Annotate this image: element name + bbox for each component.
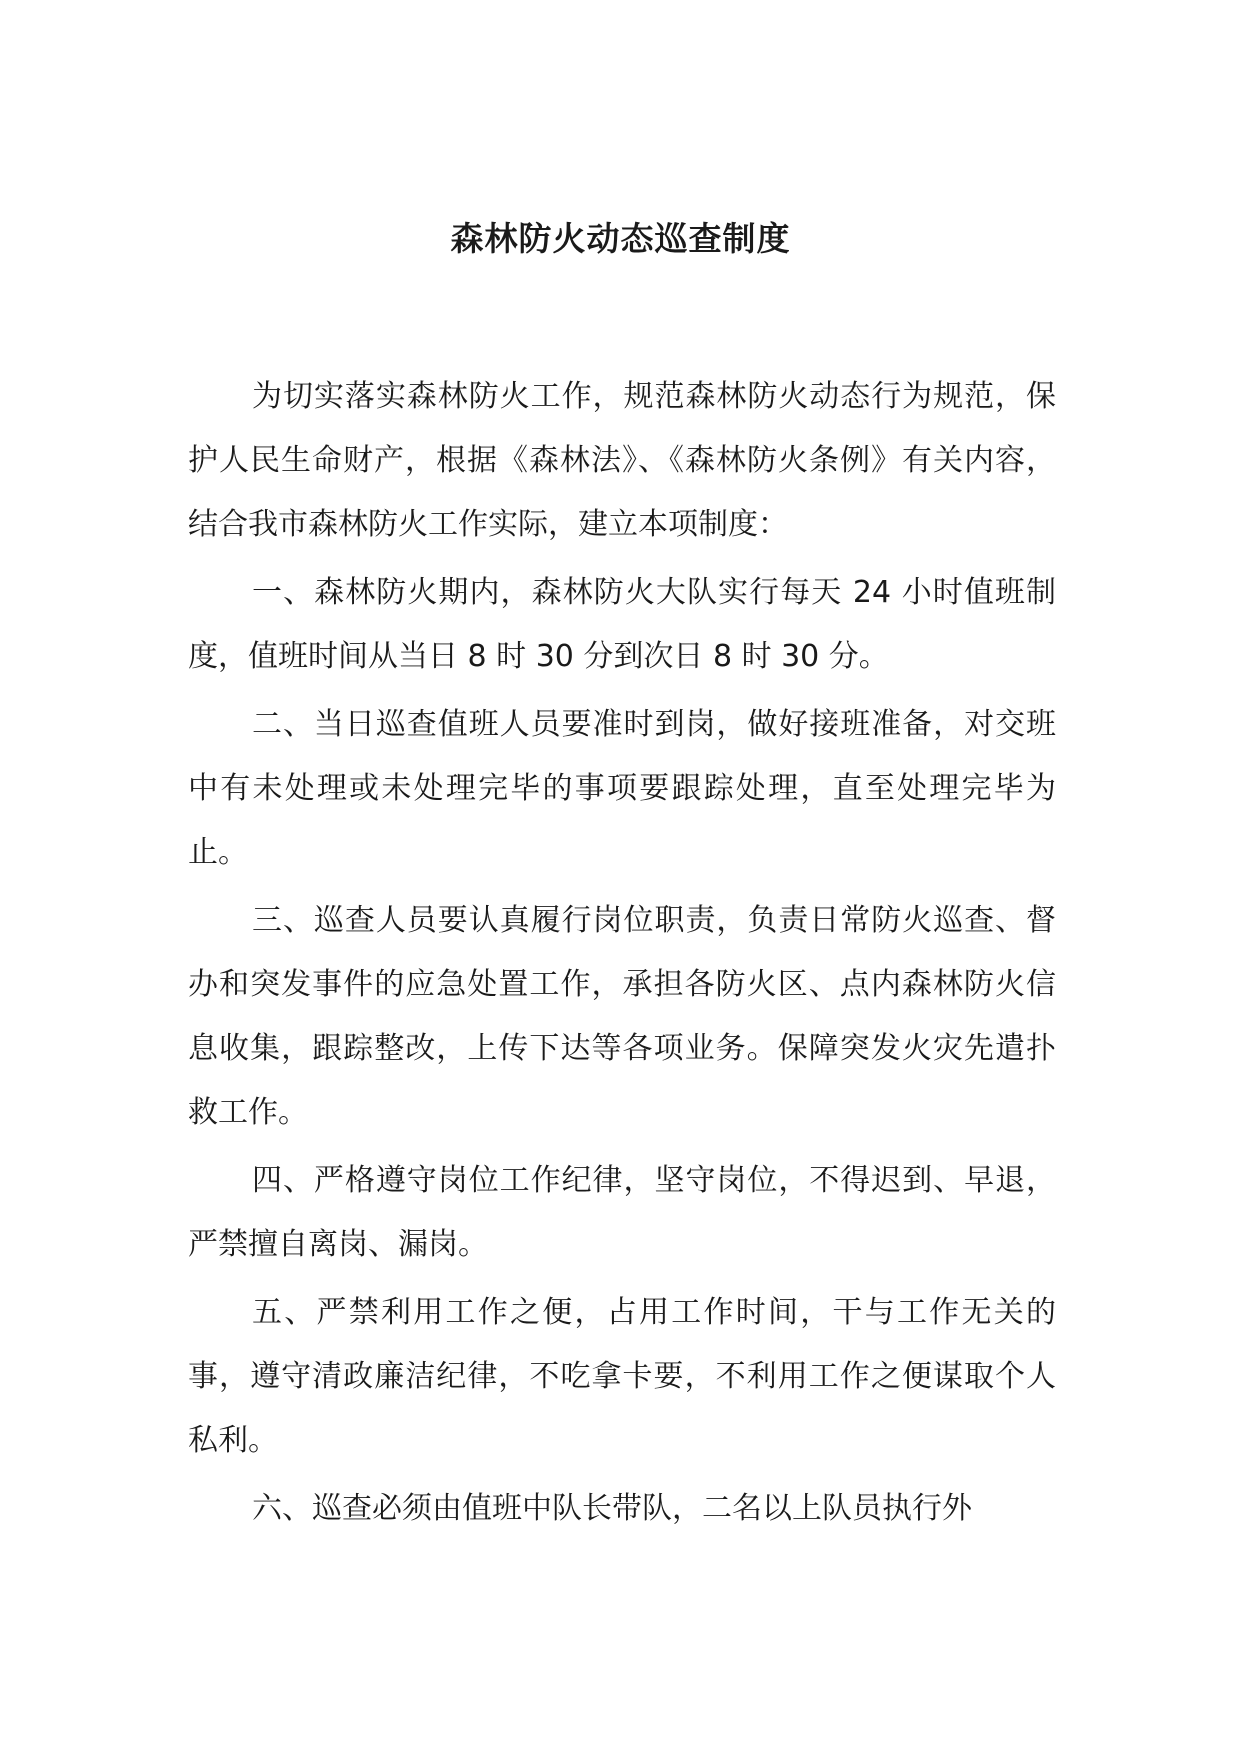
paragraph-item-5: 五、严禁利用工作之便，占用工作时间，干与工作无关的事，遵守清政廉洁纪律，不吃拿卡要，不利用工作之便谋取个人私利。 <box>188 1295 1056 1458</box>
paragraph-item-3: 三、巡查人员要认真履行岗位职责，负责日常防火巡查、督办和突发事件的应急处置工作，承担各防火区、点内森林防火信息收集，跟踪整改，上传下达等各项业务。保障突发火灾先遣扑救工作。 <box>188 903 1056 1130</box>
paragraph-item-1: 一、森林防火期内，森林防火大队实行每天 24 小时值班制度，值班时间从当日 8 时 30 分到次日 8 时 30 分。 <box>188 575 1056 674</box>
paragraph-intro: 为切实落实森林防火工作，规范森林防火动态行为规范，保护人民生命财产，根据《森林法》、《森林防火条例》有关内容，结合我市森林防火工作实际，建立本项制度： <box>188 379 1056 542</box>
document-title: 森林防火动态巡查制度 <box>450 219 791 258</box>
document-body <box>188 365 1056 1545</box>
paragraph-item-6: 六、巡查必须由值班中队长带队，二名以上队员执行外 <box>252 1491 972 1526</box>
paragraph-item-2: 二、当日巡查值班人员要准时到岗，做好接班准备，对交班中有未处理或未处理完毕的事项要跟踪处理，直至处理完毕为止。 <box>188 707 1056 870</box>
paragraph-item-4: 四、严格遵守岗位工作纪律，坚守岗位，不得迟到、早退，严禁擅自离岗、漏岗。 <box>188 1163 1056 1262</box>
